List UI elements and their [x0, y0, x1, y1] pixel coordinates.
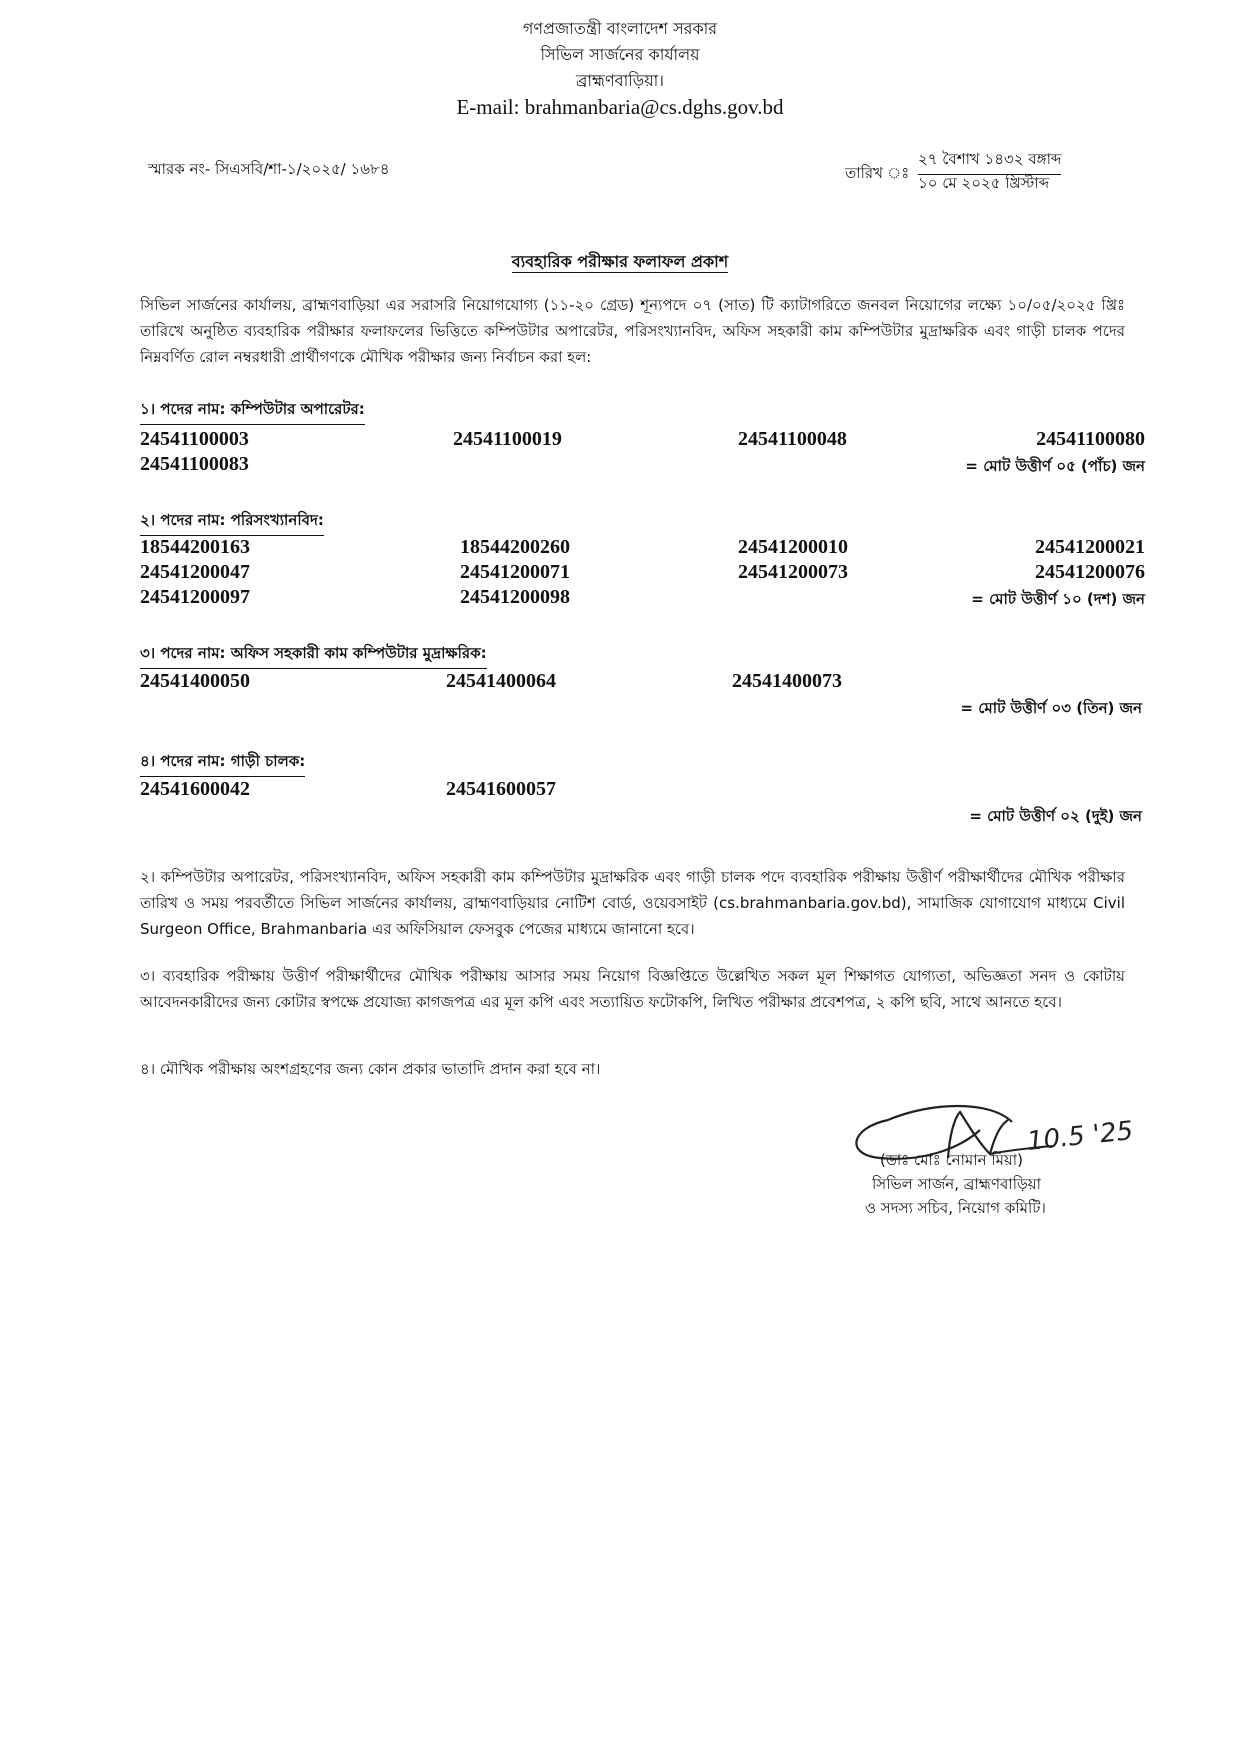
roll-number: 24541200073: [738, 561, 848, 583]
roll-number: 24541200097: [140, 586, 250, 608]
note-paragraph: ২। কম্পিউটার অপারেটর, পরিসংখ্যানবিদ, অফিস সহকারী কাম কম্পিউটার মুদ্রাক্ষরিক এবং গাড়ী চালক পদে ব্যবহারিক পরীক্ষায় উত্তীর্ণ পরীক্ষার্থীদের মৌখিক পরীক্ষার তারিখ ও সময় পরবর্তীতে সিভিল সার্জনের কার্যালয়, ব্রাহ্মণবাড়িয়ার নোটিশ বোর্ড, ওয়েবসাইট (cs.brahmanbaria.gov.bd), সামাজিক যোগাযোগ মাধ্যমে Civil Surgeon Office, Brahmanbaria এর অফিসিয়াল ফেসবুক পেজের মাধ্যমে জানানো হবে।: [140, 868, 1125, 938]
section-heading: ৪। পদের নাম: গাড়ী চালক:: [140, 750, 305, 777]
notice-title: ব্যবহারিক পরীক্ষার ফলাফল প্রকাশ: [511, 252, 729, 271]
roll-number: 24541400064: [446, 670, 556, 692]
header-government: গণপ্রজাতন্ত্রী বাংলাদেশ সরকার: [522, 19, 718, 38]
intro-paragraph: সিভিল সার্জনের কার্যালয়, ব্রাহ্মণবাড়িয়া এর সরাসরি নিয়োগযোগ্য (১১-২০ গ্রেড) শূন্যপদে ০৭ (সাত) টি ক্যাটাগরিতে জনবল নিয়োগের লক্ষ্যে ১০/০৫/২০২৫ খ্রিঃ তারিখে অনুষ্ঠিত ব্যবহারিক পরীক্ষার ফলাফলের ভিত্তিতে কম্পিউটার অপারেটর, পরিসংখ্যানবিদ, অফিস সহকারী কাম কম্পিউটার মুদ্রাক্ষরিক এবং গাড়ী চালক পদের নিম্নবর্ণিত রোল নম্বরধারী প্রার্থীগণকে মৌখিক পরীক্ষার জন্য নির্বাচন করা হল:: [140, 296, 1125, 366]
roll-number: 24541100083: [140, 453, 249, 475]
section-total: = মোট উত্তীর্ণ ০৩ (তিন) জন: [960, 699, 1142, 717]
roll-number: 24541200098: [460, 586, 570, 608]
signatory-role: ও সদস্য সচিব, নিয়োগ কমিটি।: [865, 1199, 1046, 1217]
note-paragraph: ৪। মৌখিক পরীক্ষায় অংশগ্রহণের জন্য কোন প্রকার ভাতাদি প্রদান করা হবে না।: [140, 1060, 601, 1078]
roll-number: 24541400073: [732, 670, 842, 692]
date-bangla: ২৭ বৈশাখ ১৪৩২ বঙ্গাব্দ: [918, 148, 1061, 175]
header-district: ব্রাহ্মণবাড়িয়া।: [575, 71, 665, 90]
roll-number: 24541200076: [1035, 561, 1145, 583]
note-paragraph: ৩। ব্যবহারিক পরীক্ষায় উত্তীর্ণ পরীক্ষার্থীদের মৌখিক পরীক্ষায় আসার সময় নিয়োগ বিজ্ঞপ্তিতে উল্লেখিত সকল মূল শিক্ষাগত যোগ্যতা, অভিজ্ঞতা সনদ ও কোটায় আবেদনকারীদের জন্য কোটার স্বপক্ষে প্রযোজ্য কাগজপত্র এর মূল কপি এবং সত্যায়িত ফটোকপি, লিখিত পরীক্ষার প্রবেশপত্র, ২ কপি ছবি, সাথে আনতে হবে।: [140, 967, 1125, 1011]
roll-number: 24541200010: [738, 536, 848, 558]
roll-number: 24541400050: [140, 670, 250, 692]
roll-number: 24541100003: [140, 428, 249, 450]
date-english: ১০ মে ২০২৫ খ্রিস্টাব্দ: [918, 174, 1050, 192]
section-total: = মোট উত্তীর্ণ ১০ (দশ) জন: [971, 590, 1145, 608]
roll-number: 24541200071: [460, 561, 570, 583]
section-heading: ২। পদের নাম: পরিসংখ্যানবিদ:: [140, 509, 324, 536]
memo-number: স্মারক নং- সিএসবি/শা-১/২০২৫/ ১৬৮৪: [148, 160, 390, 178]
svg-text:10.5 '25: 10.5 '25: [1025, 1116, 1135, 1157]
date-label: তারিখ ঃ: [845, 164, 910, 182]
header-office: সিভিল সার্জনের কার্যালয়: [540, 45, 700, 64]
section-total: = মোট উত্তীর্ণ ০২ (দুই) জন: [969, 807, 1142, 825]
header-email: E-mail: brahmanbaria@cs.dghs.gov.bd: [456, 95, 784, 119]
section-heading: ৩। পদের নাম: অফিস সহকারী কাম কম্পিউটার মুদ্রাক্ষরিক:: [140, 642, 487, 669]
section-heading: ১। পদের নাম: কম্পিউটার অপারেটর:: [140, 398, 365, 425]
signatory-name: (ডাঃ মোঃ নোমান মিয়া): [880, 1151, 1023, 1169]
roll-number: 24541100019: [453, 428, 562, 450]
roll-number: 24541200047: [140, 561, 250, 583]
signatory-designation: সিভিল সার্জন, ব্রাহ্মণবাড়িয়া: [872, 1175, 1041, 1193]
roll-number: 24541100048: [738, 428, 847, 450]
roll-number: 18544200163: [140, 536, 250, 558]
roll-number: 18544200260: [460, 536, 570, 558]
roll-number: 24541200021: [1035, 536, 1145, 558]
section-total: = মোট উত্তীর্ণ ০৫ (পাঁচ) জন: [965, 457, 1145, 475]
roll-number: 24541100080: [1036, 428, 1145, 450]
roll-number: 24541600057: [446, 778, 556, 800]
roll-number: 24541600042: [140, 778, 250, 800]
